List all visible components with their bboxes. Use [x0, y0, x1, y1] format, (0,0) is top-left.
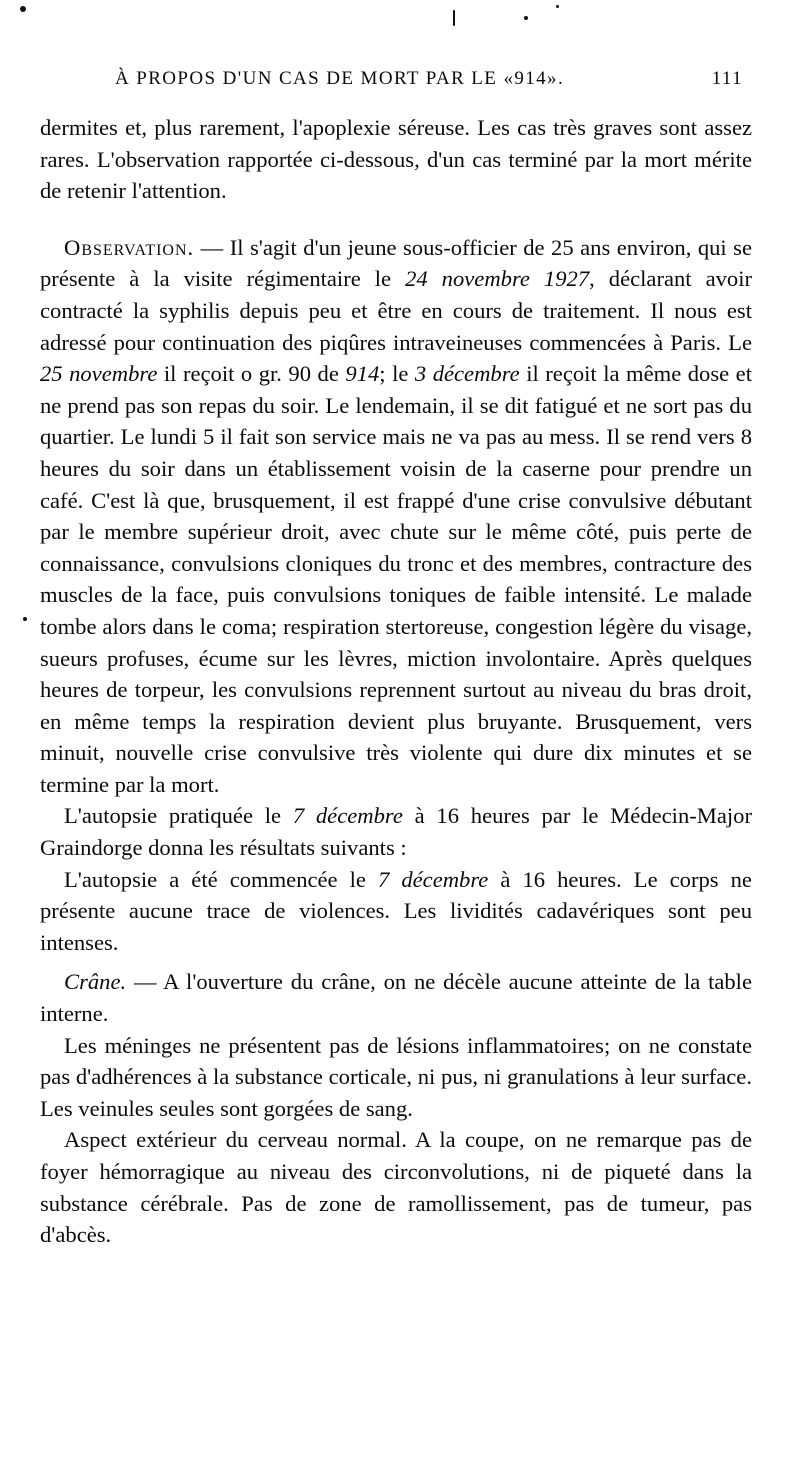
- print-speck: [524, 16, 528, 20]
- page-number: 111: [711, 68, 743, 89]
- date-24-novembre: 24 novembre 1927: [405, 266, 590, 292]
- crane-label: Crâne.: [64, 969, 127, 995]
- document-body: [40, 112, 752, 1251]
- print-speck: [453, 10, 455, 26]
- drug-914: 914: [345, 361, 380, 387]
- crane-paragraph: Crâne. — A l'ouverture du crâne, on ne décèle aucune atteinte de la table interne.: [40, 969, 752, 1027]
- print-speck: [556, 5, 559, 8]
- date-7-decembre: 7 décembre: [377, 866, 489, 892]
- print-speck: [23, 617, 27, 621]
- date-25-novembre: 25 novembre: [40, 361, 158, 387]
- autopsy-detail-paragraph: L'autopsie a été commencée le 7 décembre à 16 heures. Le corps ne présente aucune trace de violences. Les lividités cadavériques sont peu intenses.: [40, 866, 752, 955]
- autopsy-summary-paragraph: L'autopsie pratiquée le 7 décembre à 16 heures par le Médecin-Major Graindorge donna les résultats suivants :: [40, 803, 752, 861]
- meninges-paragraph: Les méninges ne présentent pas de lésions inflammatoires; on ne constate pas d'adhérences à la substance corticale, ni pus, ni granulations à leur surface. Les veinules seules sont gorgées de sang.: [40, 1032, 752, 1121]
- observation-paragraph: Observation. — Il s'agit d'un jeune sous-officier de 25 ans environ, qui se présente à la visite régimentaire le 24 novembre 1927, déclarant avoir contracté la syphilis depuis peu et être en cours de traitement. Il nous est adressé pour continuation des piqûres intraveineuses commencées à Paris. Le 25 novembre il reçoit o gr. 90 de 914; le 3 décembre il reçoit la même dose et ne prend pas son repas du soir. Le lendemain, il se dit fatigué et ne sort pas du quartier. Le lundi 5 il fait son service mais ne va pas au mess. Il se rend vers 8 heures du soir dans un établissement voisin de la caserne pour prendre un café. C'est là que, brusquement, il est frappé d'une crise convulsive débutant par le membre supérieur droit, avec chute sur le même côté, puis perte de connaissance, convulsions cloniques du tronc et des membres, contracture des muscles de la face, puis convulsions toniques de faible intensité. Le malade tombe alors dans le coma; respiration stertoreuse, congestion légère du visage, sueurs profuses, écume sur les lèvres, miction involontaire. Après quelques heures de torpeur, les convulsions reprennent surtout au niveau du bras droit, en même temps la respiration devient plus bruyante. Brusquement, vers minuit, nouvelle crise convulsive très violente qui dure dix minutes et se termine par la mort.: [40, 234, 752, 797]
- brain-aspect-paragraph: Aspect extérieur du cerveau normal. A la coupe, on ne remarque pas de foyer hémorragique au niveau des circonvolutions, ni de piqueté dans la substance cérébrale. Pas de zone de ramollissement, pas de tumeur, pas d'abcès.: [40, 1127, 752, 1248]
- print-speck: [20, 6, 26, 12]
- observation-label: Observation.: [64, 234, 195, 260]
- running-title: À PROPOS D'UN CAS DE MORT PAR LE «914».: [115, 68, 565, 89]
- date-3-decembre: 3 décembre: [414, 361, 520, 387]
- date-7-decembre: 7 décembre: [292, 803, 403, 829]
- running-header: [115, 68, 743, 98]
- intro-paragraph: dermites et, plus rarement, l'apoplexie séreuse. Les cas très graves sont assez rares. L'observation rapportée ci-dessous, d'un cas terminé par la mort mérite de retenir l'attention.: [40, 115, 752, 204]
